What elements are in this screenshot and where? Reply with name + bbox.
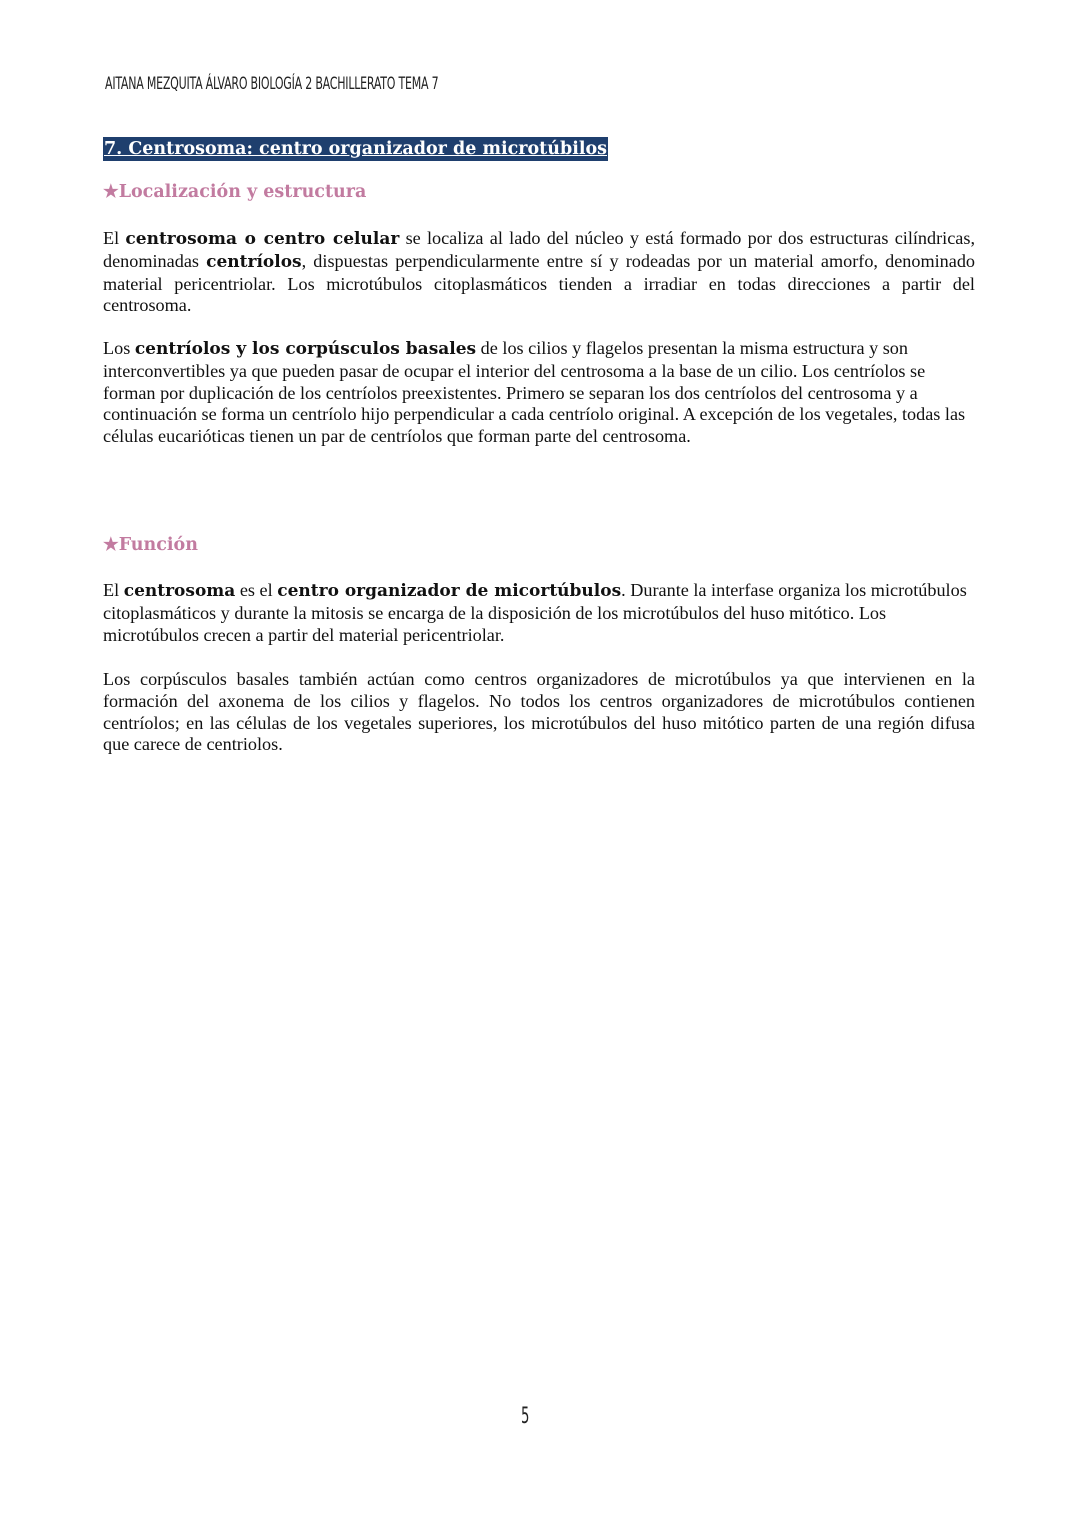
subheading-funcion: ★Función: [103, 535, 198, 555]
subheading-localizacion: ★Localización y estructura: [103, 182, 367, 202]
paragraph-centrosoma-structure: El centrosoma o centro celular se localiza al lado del núcleo y está formado por dos estructuras cilíndricas, denominadas centríolos, dispuestas perpendicularmente entre sí y rodeadas por un material amorfo, denominado material pericentriolar. Los microtúbulos citoplasmáticos tienden a irradiar en todas direcciones a partir del centrosoma.: [103, 228, 976, 316]
document-header: AITANA MEZQUITA ÁLVARO BIOLOGÍA 2 BACHILLERATO TEMA 7: [105, 74, 439, 94]
paragraph-centriolos: Los centríolos y los corpúsculos basales de los cilios y flagelos presentan la misma estructura y son interconvertibles ya que pueden pasar de ocupar el interior del centrosoma a la base de un cilio. Los centríolos se forman por duplicación de los centríolos preexistentes. Primero se separan los dos centríolos del centrosoma y a continuación se forma un centríolo hijo perpendicular a cada centríolo original. A excepción de los vegetales, todas las células eucarióticas tienen un par de centríolos que forman parte del centrosoma.: [103, 338, 966, 447]
page-number: 5: [521, 1404, 530, 1429]
paragraph-corpusculos-basales: Los corpúsculos basales también actúan como centros organizadores de microtúbulos ya que intervienen en la formación del axonema de los cilios y flagelos. No todos los centros organizadores de microtúbulos contienen centríolos; en las células de los vegetales superiores, los microtúbulos del huso mitótico parten de una región difusa que carece de centriolos.: [103, 669, 975, 755]
paragraph-funcion: El centrosoma es el centro organizador de micortúbulos. Durante la interfase organiza los microtúbulos citoplasmáticos y durante la mitosis se encarga de la disposición de los microtúbulos del huso mitótico. Los microtúbulos crecen a partir del material pericentriolar.: [103, 580, 967, 645]
section-title: 7. Centrosoma: centro organizador de microtúbilos: [104, 139, 608, 159]
